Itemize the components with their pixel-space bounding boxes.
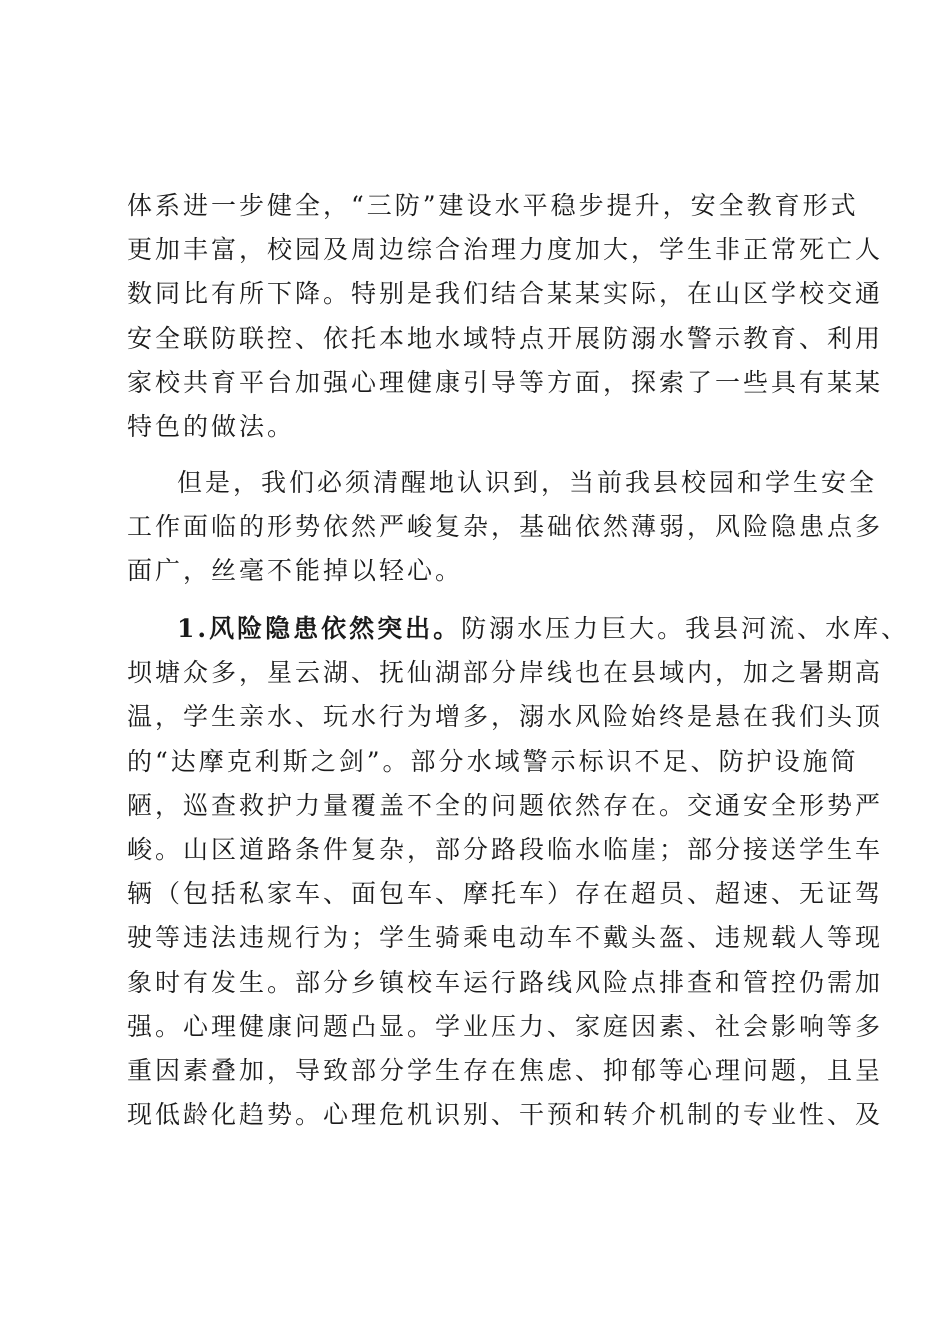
paragraph-3-first-line [127,607,910,651]
section-heading: 1.风险隐患依然突出。 [177,614,462,643]
paragraph-3-line: 的“达摩克利斯之剑”。部分水域警示标识不足、防护设施简 [127,746,859,776]
paragraph-3-line: 坝塘众多，星云湖、抚仙湖部分岸线也在县域内，加之暑期高 [127,658,884,688]
paragraph-2 [127,461,884,594]
paragraph-1-line: 家校共育平台加强心理健康引导等方面，探索了一些具有某某 [127,367,884,397]
paragraph-1-line: 特色的做法。 [127,411,296,441]
paragraph-3-line: 象时有发生。部分乡镇校车运行路线风险点排查和管控仍需加 [127,967,884,997]
paragraph-3-line: 强。心理健康问题凸显。学业压力、家庭因素、社会影响等多 [127,1011,884,1041]
paragraph-3-first-line-rest: 防溺水压力巨大。我县河流、水库、 [461,614,910,643]
paragraph-3-line: 辆（包括私家车、面包车、摩托车）存在超员、超速、无证驾 [127,879,884,909]
paragraph-3-line: 驶等违法违规行为；学生骑乘电动车不戴头盔、违规载人等现 [127,923,884,953]
paragraph-2-line: 面广，丝毫不能掉以轻心。 [127,556,464,586]
paragraph-1-line: 体系进一步健全，“三防”建设水平稳步提升，安全教育形式 [127,191,859,220]
paragraph-3 [127,607,910,1137]
paragraph-3-line: 现低龄化趋势。心理危机识别、干预和转介机制的专业性、及 [127,1100,884,1130]
paragraph-1-line: 更加丰富，校园及周边综合治理力度加大，学生非正常死亡人 [127,235,884,265]
paragraph-1-line: 安全联防联控、依托本地水域特点开展防溺水警示教育、利用 [127,323,884,353]
paragraph-2-line: 工作面临的形势依然严峻复杂，基础依然薄弱，风险隐患点多 [127,512,884,542]
paragraph-3-line: 温，学生亲水、玩水行为增多，溺水风险始终是悬在我们头顶 [127,702,884,732]
paragraph-3-line: 峻。山区道路条件复杂，部分路段临水临崖；部分接送学生车 [127,834,884,864]
paragraph-2-line: 但是，我们必须清醒地认识到，当前我县校园和学生安全 [177,468,878,497]
paragraph-1-line: 数同比有所下降。特别是我们结合某某实际，在山区学校交通 [127,279,884,309]
paragraph-3-line: 重因素叠加，导致部分学生存在焦虑、抑郁等心理问题，且呈 [127,1055,884,1085]
paragraph-3-line: 陋，巡查救护力量覆盖不全的问题依然存在。交通安全形势严 [127,790,884,820]
paragraph-1 [127,184,884,449]
